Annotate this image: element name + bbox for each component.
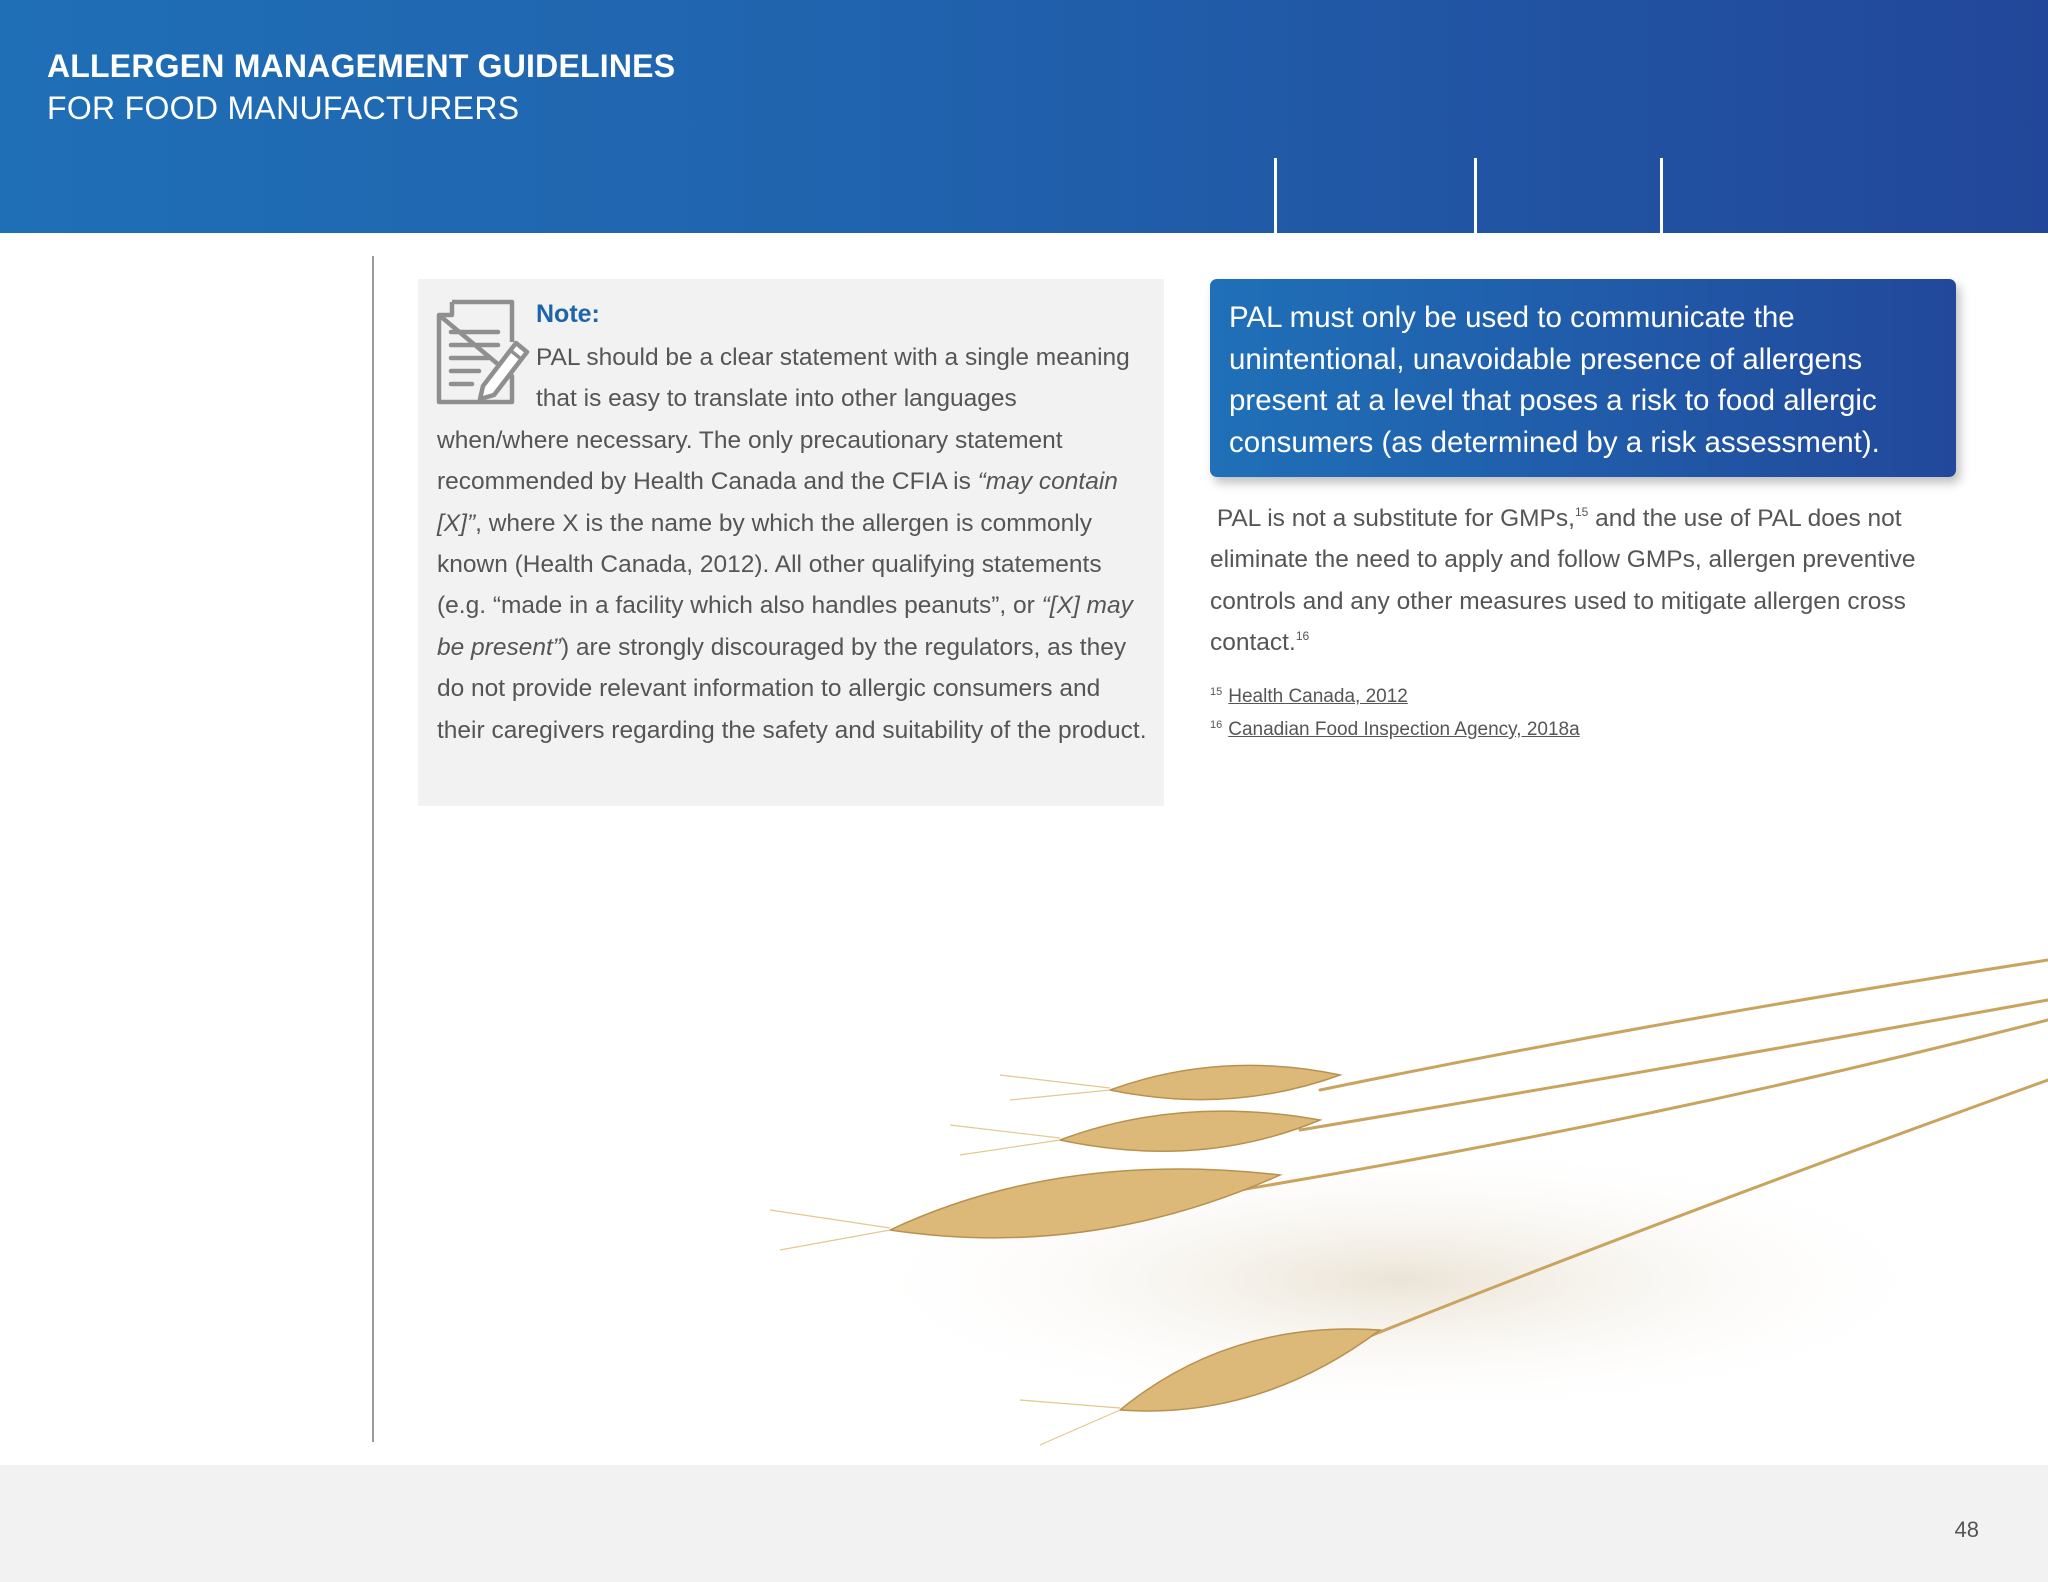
note-text-part: , where X is the name by which the allergen is commonly known (Health Canada, 2012). All other qualifying statements (e.g. “made in a facility which also handles peanuts”, or [437, 509, 1102, 620]
note-text-emphasis: “[X] may be present” [437, 592, 1133, 661]
note-text [437, 337, 1147, 751]
footnote [1210, 711, 1580, 744]
body-text-part: PAL is not a substitute for GMPs, [1216, 505, 1575, 532]
wheat-image [760, 900, 2048, 1460]
header-tab-divider [1474, 158, 1477, 233]
footnote [1210, 678, 1580, 711]
footnote-number: 16 [1210, 719, 1223, 731]
note-text-part: ) are strongly discouraged by the regulators, as they do not provide relevant information to allergic consumers and their caregivers regarding the safety and suitability of the product. [437, 633, 1147, 744]
document-subtitle: FOR FOOD MANUFACTURERS [47, 90, 520, 126]
note-text-emphasis: “may contain [X]” [437, 468, 1118, 537]
callout-box [1210, 279, 1956, 477]
footnote-reference[interactable]: 16 [1295, 629, 1310, 644]
footnote-link[interactable]: Canadian Food Inspection Agency, 2018a [1228, 719, 1580, 740]
page-header [0, 0, 2048, 233]
note-text-part: PAL should be a clear statement with a single meaning that is easy to translate into other languages when/where necessary. The only precautionary statement recommended by Health Canada and the CFIA is [437, 344, 1130, 496]
note-label: Note: [536, 300, 600, 328]
footnote-reference[interactable]: 15 [1574, 505, 1589, 519]
margin-rule [372, 256, 374, 1442]
body-paragraph [1210, 498, 1950, 664]
page-footer [0, 1465, 2048, 1582]
callout-text: PAL must only be used to communicate the unintentional, unavoidable presence of allergens present at a level that poses a risk to food allergic consumers (as determined by a risk assessment). [1229, 301, 1880, 459]
header-tab-divider [1274, 158, 1277, 233]
page-number: 48 [1954, 1517, 1979, 1542]
document-title: ALLERGEN MANAGEMENT GUIDELINES [47, 48, 676, 84]
body-text-part: and the use of PAL does not eliminate the need to apply and follow GMPs, allergen preventive controls and any other measures used to mitigate allergen cross contact. [1210, 505, 1916, 657]
footnotes [1210, 678, 1580, 744]
header-tab-divider [1660, 158, 1663, 233]
footnote-number: 15 [1210, 686, 1223, 698]
footnote-link[interactable]: Health Canada, 2012 [1228, 686, 1408, 707]
